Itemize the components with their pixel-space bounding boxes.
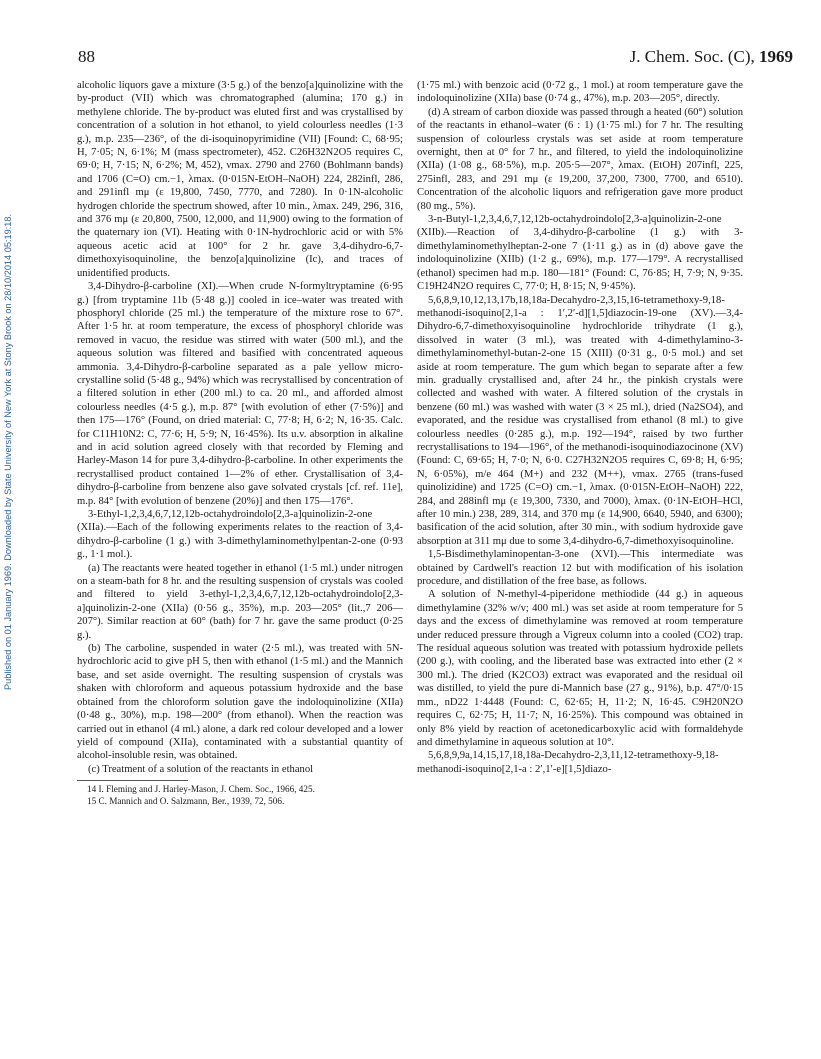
download-notice-text: Published on 01 January 1969. Downloaded by State University of New York at Stony Brook on 28/10/2014 05:19:18. (3, 213, 13, 690)
journal-header (630, 47, 793, 67)
left-column (77, 79, 403, 807)
paragraph: A solution of N-methyl-4-piperidone methiodide (44 g.) in aqueous dimethylamine (32% w/v; 400 ml.) was set aside at room temperature for 5 days and the excess of dimethylamine was removed at room temperature under reduced pressure through a Vigreux column into a cooled (CO2) trap. The residual aqueous solution was treated with potassium hydroxide pellets (200 g.), with cooling, and the liberated base was extracted into ether (2 × 300 ml.). The dried (K2CO3) extract was evaporated and the residual oil was distilled, to yield the pure di-Mannich base (27 g., 91%), b.p. 47°/0·15 mm., nD22 1·4448 (Found: C, 62·65; H, 11·2; N, 16·45. C9H20N2O requires C, 62·75; H, 11·7; N, 16·25%). This compound was obtained in only 8% yield by reaction of acetonedicarboxylic acid with formaldehyde and dimethylamine in aqueous solution at 10°. (417, 589, 743, 748)
paragraph: 5,6,8,9,9a,14,15,17,18,18a-Decahydro-2,3,11,12-tetramethoxy-9,18-methanodi-isoquino[2,1-a : 2′,1′-e][1,5]diazo- (417, 750, 719, 775)
page-number: 88 (78, 47, 95, 66)
footnote: 14 I. Fleming and J. Harley-Mason, J. Chem. Soc., 1966, 425. (87, 784, 315, 795)
right-column (417, 79, 743, 776)
paragraph: alcoholic liquors gave a mixture (3·5 g.) of the benzo[a]quinolizine with the by-product (VII) which was chromatographed (alumina; 170 g.) in methylene chloride. The by-product was eluted first and was crystallised by concentration of a solution in hot ethanol, to yield colourless needles (1·3 g.), m.p. 235—236°, of the di-isoquinopyrimidine (VII) [Found: C, 68·95; H, 7·05; N, 6·1%; M (mass spectrometer), 452. C26H32N2O5 requires C, 69·0; H, 7·15; N, 6·2%; M, 452), νmax. 2790 and 2760 (Bohlmann bands) and 1706 (C=O) cm.−1, λmax. (0·015N-EtOH–NaOH) 224, 282infl, 286, and 291infl mμ (ε 19,800, 7450, 7770, and 7280). In 0·1N-alcoholic hydrogen chloride the spectrum showed, after 10 min., λmax. 249, 296, 316, and 376 mμ (ε 20,800, 7500, 12,000, and 11,900) owing to the formation of the quaternary ion (VI). Heating with 0·1N-hydrochloric acid or with 5% aqueous acetic acid at 100° for 2 hr. gave 3,4-dihydro-6,7-dimethoxyisoquinoline, the benzo[a]quinolizine (Ic), and traces of unidentified products. (77, 80, 403, 279)
paragraph: 3,4-Dihydro-β-carboline (XI).—When crude N-formyltryptamine (6·95 g.) [from tryptamine 11b (5·48 g.)] cooled in ice–water was treated with phosphoryl chloride (25 ml.) the temperature of the mixture rose to 67°. After 1·5 hr. at room temperature, the excess of phosphoryl chloride was removed in vacuo, the residue was stirred with water (500 ml.), and the aqueous solution was filtered and basified with concentrated aqueous ammonia. 3,4-Dihydro-β-carboline separated as a pale yellow micro-crystalline solid (5·48 g., 94%) which was recrystallised by concentration of a filtered solution in ether (200 ml.) to ca. 20 ml., and afforded almost colourless needles (4·5 g.), m.p. 87° [with evolution of ether (7·5%)] and then 175—176° (Found, on dried material: C, 77·8; H, 6·2; N, 16·35. Calc. for C11H10N2: C, 77·6; H, 5·9; N, 16·45%). Its u.v. absorption in alkaline and in acid solution agreed closely with that recorded by Fleming and Harley-Mason 14 for pure 3,4-dihydro-β-carboline. In other experiments the recrystallised product contained 1—2% of ether. Crystallisation of 3,4-dihydro-β-carboline from benzene also gave solvated crystals [cf. ref. 11e], m.p. 84° [with evolution of benzene (20%)] and then 175—176°. (77, 281, 403, 507)
download-notice (3, 150, 15, 690)
paragraph: (a) The reactants were heated together in ethanol (1·5 ml.) under nitrogen on a steam-bath for 8 hr. and the resulting suspension of crystals was cooled and filtered to yield 3-ethyl-1,2,3,4,6,7,12,12b-octahydroindolo[2,3-a]quinolizin-2-one (XIIa) (0·56 g., 35%), m.p. 203—205° (lit.,7 206—207°). Similar reaction at 60° (bath) for 7 hr. gave the same product (0·25 g.). (77, 562, 403, 641)
paragraph: 5,6,8,9,10,12,13,17b,18,18a-Decahydro-2,3,15,16-tetramethoxy-9,18-methanodi-isoquino[2,1-a : 1′,2′-d][1,5]diazocin-19-one (XV).—3,4-Dihydro-6,7-dimethoxyisoquinoline hydrochloride trihydrate (1 g.), dissolved in water (3 ml.), was treated with 4-dimethylamino-3-dimethylaminomethyl-butan-2-one 15 (XIII) (0·31 g., 0·5 mol.) and set aside at room temperature. The gum which began to separate after a few min. gradually crystallised and, after 24 hr., the pinkish crystals were collected and washed with water. A filtered solution of the crystals in benzene (60 ml.) was washed with water (3 × 25 ml.), dried (Na2SO4), and evaporated, and the residue was crystallised from ethanol (8 ml.) to give colourless needles (0·285 g.), m.p. 192—194°, raised by two further recrystallisations to 194—196°, of the methanodi-isoquinodiazocinone (XV) (Found: C, 69·65; H, 7·0; N, 6·0. C27H32N2O5 requires C, 69·8; H, 6·95; N, 6·05%), m/e 464 (M+) and 232 (M++), νmax. 2765 (trans-fused quinolizidine) and 1725 (C=O) cm.−1, λmax. (0·015N-EtOH–NaOH) 222, 284, and 288infl mμ (ε 19,300, 7330, and 7000), λmax. (0·1N-EtOH–HCl, after 10 min.) 238, 289, 314, and 370 mμ (ε 14,900, 6640, 5940, and 6300); basification of the acid solution, after 30 min., with sodium hydroxide gave absorption at 311 mμ due to some 3,4-dihydro-6,7-dimethoxyisoquinoline. (417, 294, 743, 547)
journal-year: 1969 (759, 47, 793, 66)
journal-name: J. Chem. Soc. (C), (629, 47, 755, 66)
paragraph: (c) Treatment of a solution of the reactants in ethanol (88, 763, 314, 775)
footnote-divider (77, 780, 188, 781)
paragraph: (b) The carboline, suspended in water (2·5 ml.), was treated with 5N-hydrochloric acid to give pH 5, then with ethanol (1·5 ml.) and the Mannich base, and set aside overnight. The resulting suspension of crystals was shaken with chloroform and aqueous potassium hydroxide and the base obtained from the chloroform solution gave the indoloquinolizine (XIIa) (0·48 g., 30%), m.p. 198—200° (from ethanol). When the reaction was carried out in ethanol (4 ml.) alone, a dark red colour developed and a lower yield of compound (XIIa), contaminated with a substantial quantity of alcohol-insoluble resin, was obtained. (77, 643, 403, 762)
paragraph: (1·75 ml.) with benzoic acid (0·72 g., 1 mol.) at room temperature gave the indoloquinolizine (XIIa) base (0·74 g., 47%), m.p. 203—205°, directly. (417, 80, 743, 105)
footnote: 15 C. Mannich and O. Salzmann, Ber., 1939, 72, 506. (87, 795, 285, 806)
paragraph: 1,5-Bisdimethylaminopentan-3-one (XVI).—This intermediate was obtained by Cardwell's reaction 12 but with modification of his isolation procedure, and distillation of the free base, as follows. (417, 549, 743, 588)
paragraph: (d) A stream of carbon dioxide was passed through a heated (60°) solution of the reactants in ethanol–water (6 : 1) (1·75 ml.) for 7 hr. The resulting suspension of colourless crystals was set aside at room temperature overnight, then at 0° for 7 hr., and filtered, to yield the indoloquinolizine (XIIa) (1·08 g., 68·5%), m.p. 205·5—207°, λmax. (EtOH) 207infl, 225, 275infl, 283, and 291 mμ (ε 19,200, 37,200, 7300, 7700, and 6510). Concentration of the alcoholic liquors and refrigeration gave more product (80 mg., 5%). (417, 106, 743, 212)
paragraph: 3-Ethyl-1,2,3,4,6,7,12,12b-octahydroindolo[2,3-a]quinolizin-2-one (XIIa).—Each of the following experiments relates to the reaction of 3,4-dihydro-β-carboline (1 g.) with 3-dimethylaminomethylpentan-2-one (0·93 g., 1·1 mol.). (77, 509, 403, 561)
paragraph: 3-n-Butyl-1,2,3,4,6,7,12,12b-octahydroindolo[2,3-a]quinolizin-2-one (XIIb).—Reaction of 3,4-dihydro-β-carboline (1 g.) with 3-dimethylaminomethylheptan-2-one 7 (1·11 g.) as in (d) above gave the indoloquinolizine (XIIb) (1·2 g., 69%), m.p. 177—179°. A recrystallised (ethanol) specimen had m.p. 180—181° (Found: C, 76·85; H, 7·9; N, 9·35. C19H24N2O requires C, 77·0; H, 8·15; N, 9·45%). (417, 214, 743, 293)
